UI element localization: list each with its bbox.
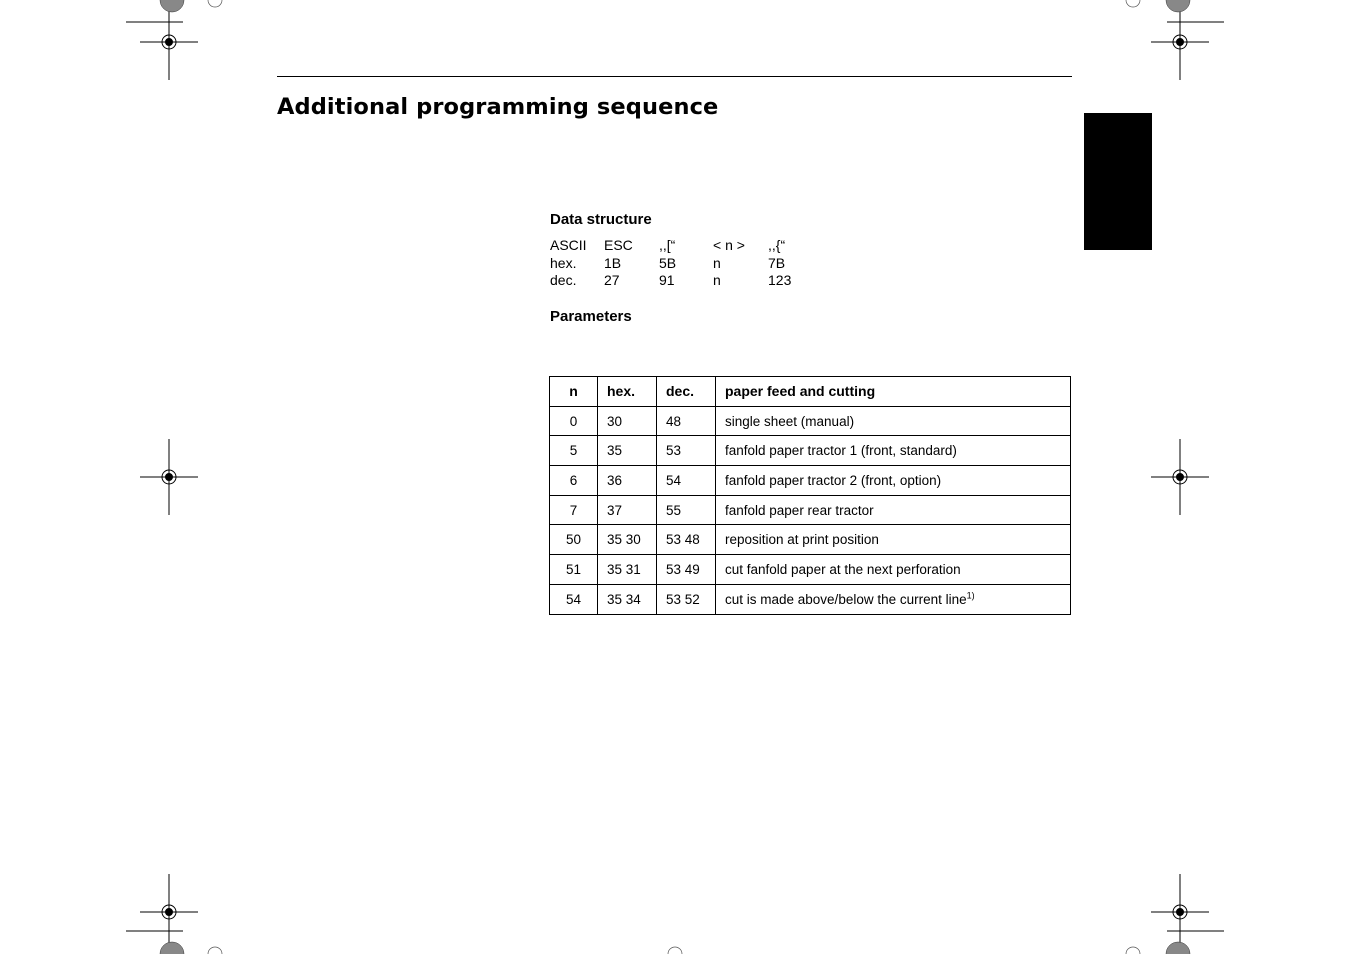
- parameter-hex-cell: 35 34: [598, 584, 657, 614]
- data-structure-cell: n: [713, 254, 721, 271]
- data-structure-cell: 5B: [659, 254, 677, 271]
- parameter-description-text: reposition at print position: [725, 532, 879, 548]
- data-structure-cell: ,,[“: [659, 237, 676, 253]
- data-structure-cell: dec.: [550, 272, 577, 289]
- page-title: Additional programming sequence: [277, 94, 719, 120]
- parameter-hex-cell: 35: [598, 436, 657, 466]
- crosshair-registration-icon: [140, 4, 198, 80]
- parameter-dec-cell: 53 52: [657, 584, 716, 614]
- parameter-dec-cell: 53 48: [657, 525, 716, 555]
- crosshair-registration-icon: [1151, 874, 1209, 950]
- data-structure-cell: 7B: [768, 254, 786, 271]
- parameter-description-text: fanfold paper tractor 1 (front, standard): [725, 443, 957, 459]
- data-structure-heading: Data structure: [550, 211, 652, 228]
- data-structure-cell: 1B: [604, 254, 622, 271]
- parameter-description-text: fanfold paper rear tractor: [725, 502, 874, 518]
- crosshair-registration-icon: [140, 874, 198, 950]
- parameter-hex-cell: 30: [598, 406, 657, 436]
- parameter-description-text: fanfold paper tractor 2 (front, option): [725, 472, 942, 488]
- parameter-hex-cell: 35 30: [598, 525, 657, 555]
- parameter-dec-cell: 55: [657, 495, 716, 525]
- parameter-description-text: cut is made above/below the current line: [725, 591, 967, 607]
- parameter-n-cell: 51: [550, 555, 598, 585]
- crosshair-registration-icon: [1151, 439, 1209, 515]
- parameters-heading: Parameters: [550, 308, 632, 325]
- data-structure-cell: 27: [604, 272, 620, 289]
- parameter-description-text: cut fanfold paper at the next perforation: [725, 561, 961, 577]
- data-structure-cell: < n >: [713, 237, 745, 253]
- parameter-hex-cell: 36: [598, 466, 657, 496]
- data-structure-cell: n: [713, 272, 721, 289]
- parameter-description-text: single sheet (manual): [725, 413, 855, 429]
- column-header-dec: dec.: [657, 377, 716, 407]
- data-structure-cell: ,,{“: [768, 237, 786, 253]
- data-structure-cell: ESC: [604, 237, 633, 253]
- data-structure-cell: 123: [768, 272, 792, 289]
- footnote-marker: 1): [966, 590, 975, 601]
- parameter-hex-cell: 35 31: [598, 555, 657, 585]
- parameter-n-cell: 54: [550, 584, 598, 614]
- parameter-dec-cell: 53: [657, 436, 716, 466]
- parameter-n-cell: 5: [550, 436, 598, 466]
- parameter-hex-cell: 37: [598, 495, 657, 525]
- parameter-n-cell: 6: [550, 466, 598, 496]
- parameter-dec-cell: 48: [657, 406, 716, 436]
- data-structure-cell: ASCII: [550, 237, 587, 253]
- column-header-hex: hex.: [598, 377, 657, 407]
- crosshair-registration-icon: [1151, 4, 1209, 80]
- data-structure-cell: 91: [659, 272, 675, 289]
- parameter-n-cell: 7: [550, 495, 598, 525]
- crosshair-registration-icon: [140, 439, 198, 515]
- column-header-n: n: [550, 377, 598, 407]
- parameter-dec-cell: 53 49: [657, 555, 716, 585]
- data-structure-cell: hex.: [550, 254, 577, 271]
- parameter-n-cell: 50: [550, 525, 598, 555]
- parameter-dec-cell: 54: [657, 466, 716, 496]
- column-header-description: paper feed and cutting: [716, 377, 1071, 407]
- parameter-n-cell: 0: [550, 406, 598, 436]
